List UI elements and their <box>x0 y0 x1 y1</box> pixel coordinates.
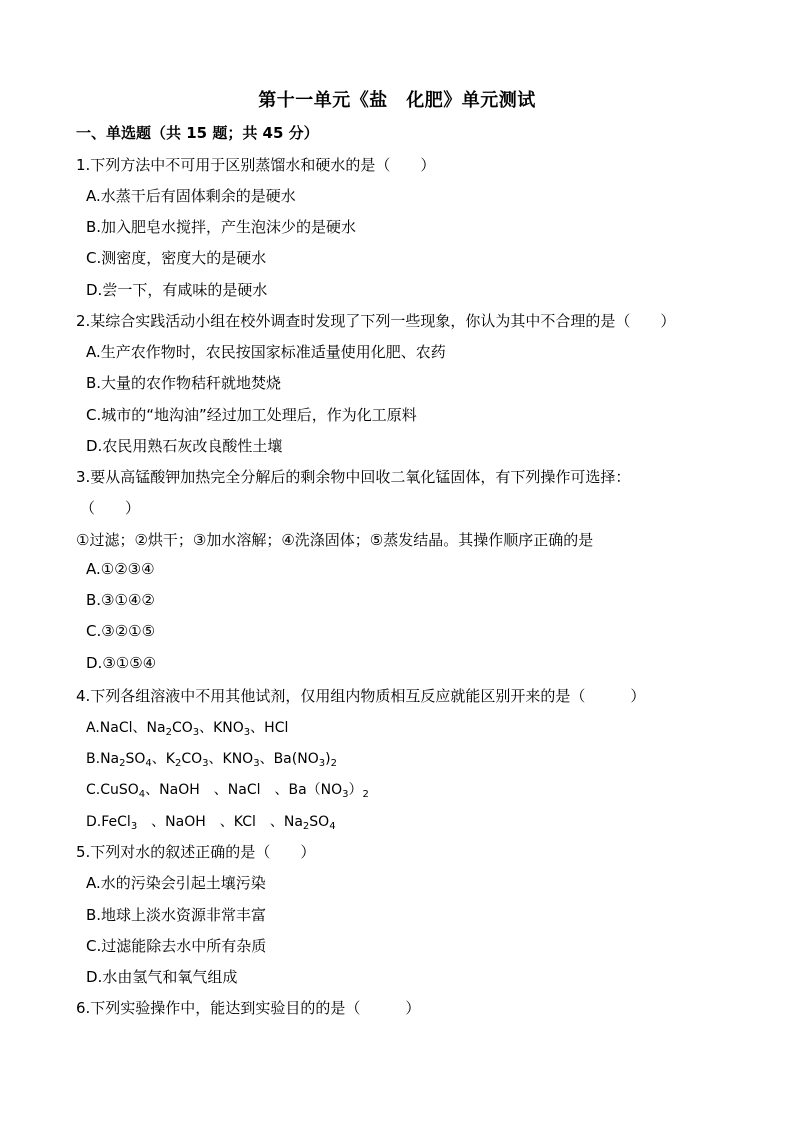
question-5-option-c: C.过滤能除去水中所有杂质 <box>86 937 267 955</box>
question-3-option-c: C.③②①⑤ <box>86 622 156 640</box>
question-2-option-c: C.城市的“地沟油”经过加工处理后，作为化工原料 <box>86 406 417 424</box>
question-5-option-b: B.地球上淡水资源非常丰富 <box>86 906 267 924</box>
question-1-option-a: A.水蒸干后有固体剩余的是硬水 <box>86 187 296 205</box>
question-2-stem: 2.某综合实践活动小组在校外调查时发现了下列一些现象，你认为其中不合理的是（ ） <box>76 312 676 330</box>
question-5-option-d: D.水由氢气和氧气组成 <box>86 968 238 986</box>
section-heading: 一、单选题（共 15 题；共 45 分） <box>76 124 319 142</box>
question-4-option-d: D.FeCl$_3$ 、NaOH 、KCl 、$Na_2SO_4$ <box>86 814 336 832</box>
question-3-option-b: B.③①④② <box>86 591 155 609</box>
question-5-stem: 5.下列对水的叙述正确的是（ ） <box>76 843 316 861</box>
question-5-option-a: A.水的污染会引起土壤污染 <box>86 874 266 892</box>
question-1-stem: 1.下列方法中不可用于区别蒸馏水和硬水的是（ ） <box>76 156 436 174</box>
question-2-option-b: B.大量的农作物秸秆就地焚烧 <box>86 374 282 392</box>
question-4-stem: 4.下列各组溶液中不用其他试剂，仅用组内物质相互反应就能区别开来的是（ ） <box>76 687 646 705</box>
question-3-answer-paren: （ ） <box>80 499 141 517</box>
question-2-option-a: A.生产农作物时，农民按国家标准适量使用化肥、农药 <box>86 343 446 361</box>
question-1-option-c: C.测密度，密度大的是硬水 <box>86 249 267 267</box>
question-6-stem: 6.下列实验操作中，能达到实验目的的是（ ） <box>76 999 421 1017</box>
question-3-stem: 3.要从高锰酸钾加热完全分解后的剩余物中回收二氧化锰固体，有下列操作可选择： <box>76 468 631 486</box>
question-4-option-c: C.CuSO$_4$、NaOH 、NaCl 、$Ba(NO_3)_2$ <box>86 782 369 800</box>
question-3-operations: ①过滤；②烘干；③加水溶解；④洗涤固体；⑤蒸发结晶。其操作顺序正确的是 <box>76 531 594 549</box>
question-3-option-a: A.①②③④ <box>86 560 155 578</box>
question-3-option-d: D.③①⑤④ <box>86 654 157 672</box>
question-1-option-b: B.加入肥皂水搅拌，产生泡沫少的是硬水 <box>86 218 357 236</box>
question-2-option-d: D.农民用熟石灰改良酸性土壤 <box>86 437 283 455</box>
question-4-option-a: A.NaCl、$Na_2CO_3$、$KNO_3$、HCl <box>86 720 289 738</box>
question-4-option-b: $B.Na_2SO_4$、$K_2CO_3$、$KNO_3$、$Ba(NO_3)_2$ <box>86 751 337 769</box>
page-title: 第十一单元《盐 化肥》单元测试 <box>258 90 536 111</box>
question-1-option-d: D.尝一下，有咸味的是硬水 <box>86 281 268 299</box>
